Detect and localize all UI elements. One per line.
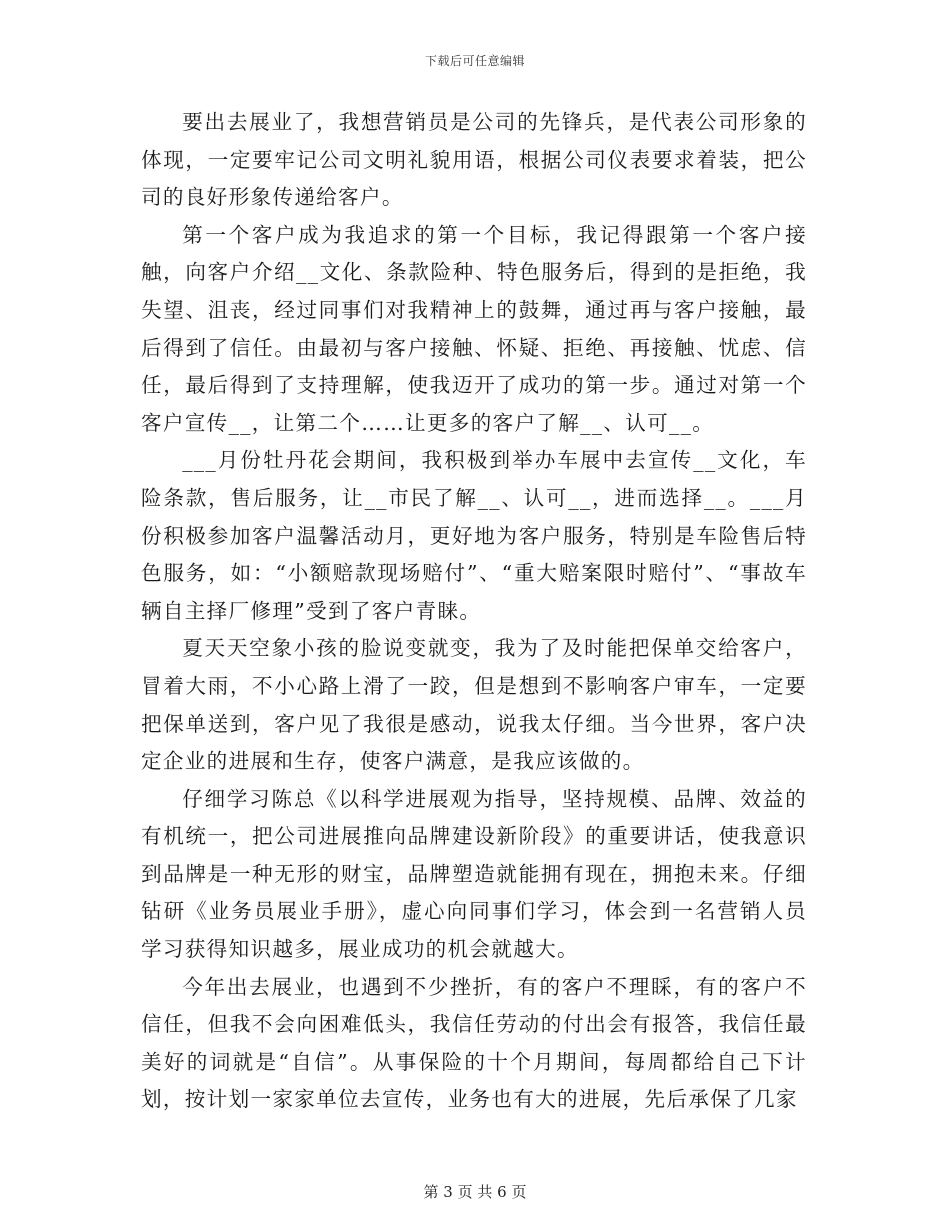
paragraph-5: 仔细学习陈总《以科学进展观为指导，坚持规模、品牌、效益的有机统一，把公司进展推向品牌建设新阶段》的重要讲话，使我意识到品牌是一种无形的财宝，品牌塑造就能拥有现在，拥抱未来。仔细钻研《业务员展业手册》，虚心向同事们学习，体会到一名营销人员学习获得知识越多，展业成功的机会就越大。 [141, 786, 807, 962]
page-header-note: 下载后可任意编辑 [424, 54, 525, 68]
page-number: 第 3 页 共 6 页 [423, 1183, 527, 1201]
paragraph-6: 今年出去展业，也遇到不少挫折，有的客户不理睬，有的客户不信任，但我不会向困难低头，我信任劳动的付出会有报答，我信任最美好的词就是“自信”。从事保险的十个月期间，每周都给自己下计划，按计划一家家单位去宣传，业务也有大的进展，先后承保了几家 [141, 974, 807, 1112]
document-body [141, 104, 807, 1119]
paragraph-1: 要出去展业了，我想营销员是公司的先锋兵，是代表公司形象的体现，一定要牢记公司文明礼貌用语，根据公司仪表要求着装，把公司的良好形象传递给客户。 [141, 110, 807, 210]
paragraph-2: 第一个客户成为我追求的第一个目标，我记得跟第一个客户接触，向客户介绍__文化、条款险种、特色服务后，得到的是拒绝，我失望、沮丧，经过同事们对我精神上的鼓舞，通过再与客户接触，最后得到了信任。由最初与客户接触、怀疑、拒绝、再接触、忧虑、信任，最后得到了支持理解，使我迈开了成功的第一步。通过对第一个客户宣传__，让第二个……让更多的客户了解__、认可__。 [141, 222, 807, 435]
paragraph-3: ___月份牡丹花会期间，我积极到举办车展中去宣传__文化，车险条款，售后服务，让__市民了解__、认可__，进而选择__。___月份积极参加客户温馨活动月，更好地为客户服务，特别是车险售后特色服务，如：“小额赔款现场赔付”、“重大赔案限时赔付”、“事故车辆自主择厂修理”受到了客户青睐。 [141, 448, 807, 623]
paragraph-4: 夏天天空象小孩的脸说变就变，我为了及时能把保单交给客户，冒着大雨，不小心路上滑了一跤，但是想到不影响客户审车，一定要把保单送到，客户见了我很是感动，说我太仔细。当今世界，客户决定企业的进展和生存，使客户满意，是我应该做的。 [141, 636, 807, 774]
